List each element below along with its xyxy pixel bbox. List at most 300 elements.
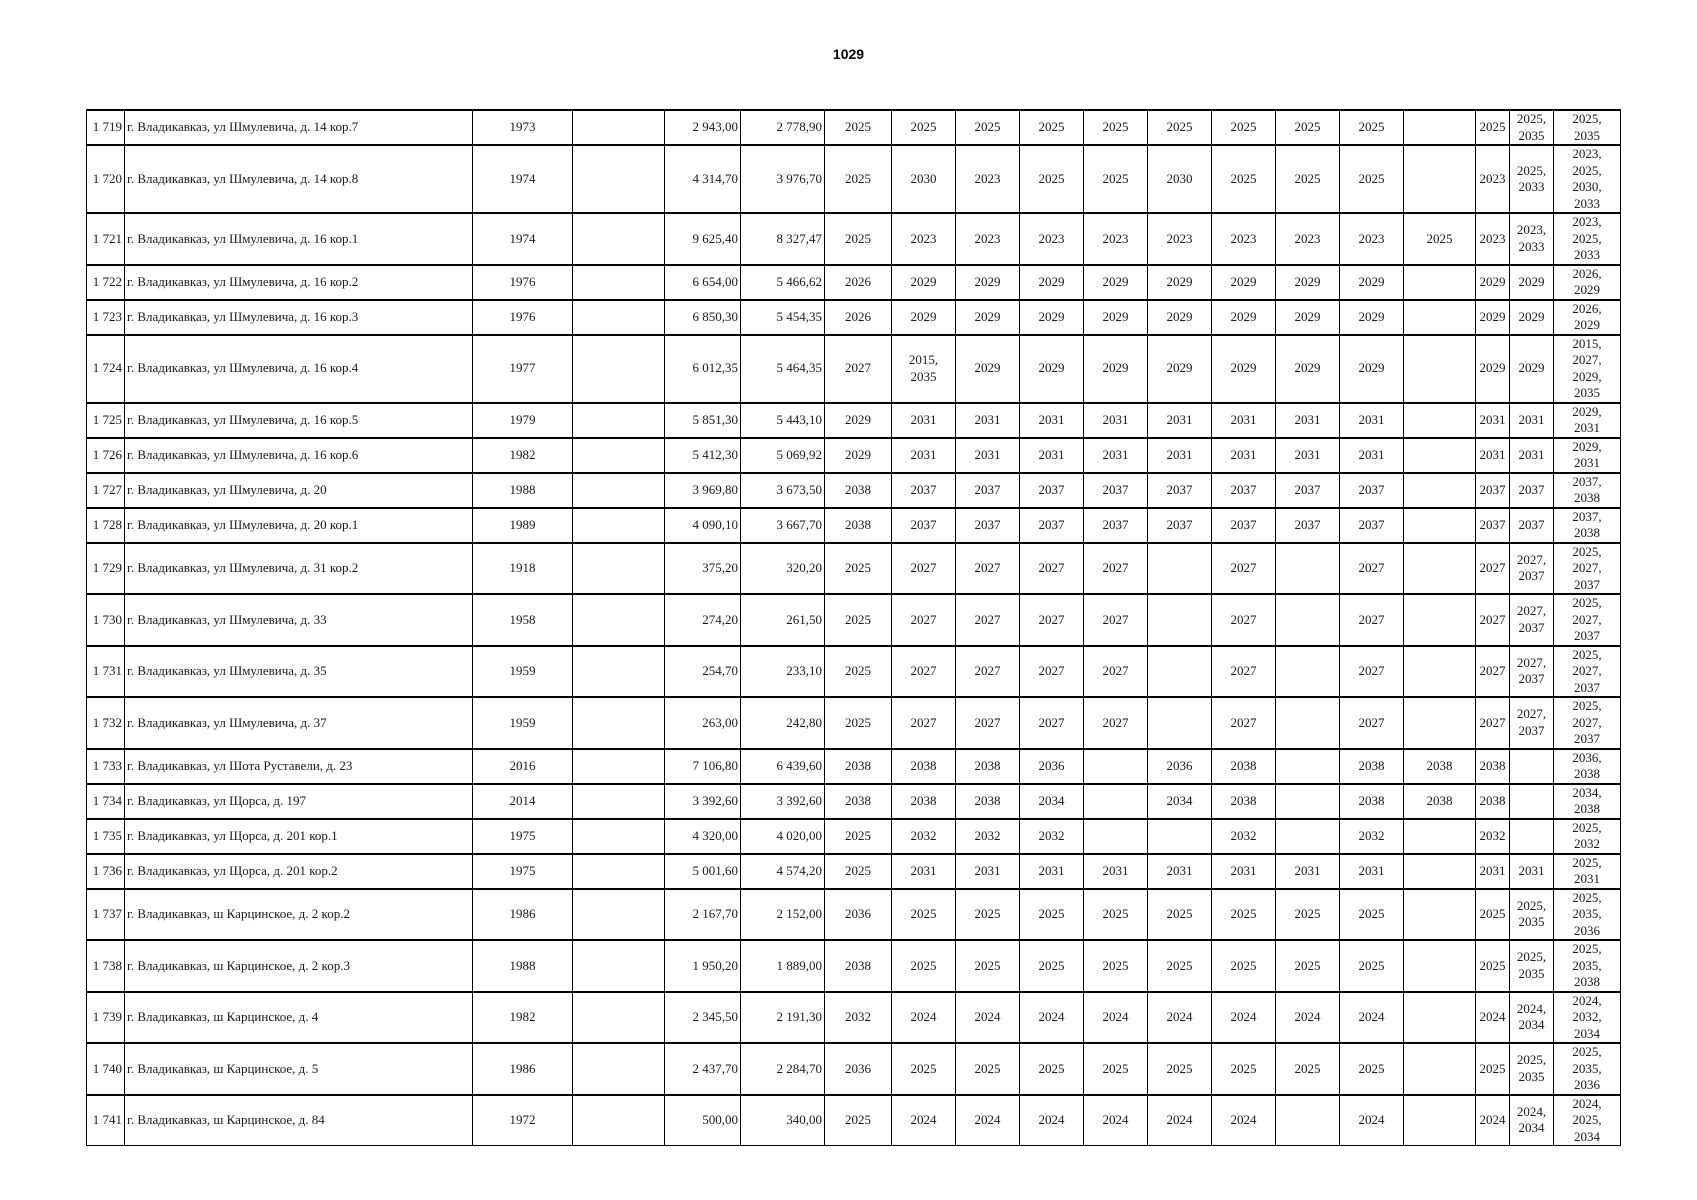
repair-year-cell: 2029 <box>1212 265 1276 300</box>
total-area-cell: 2 437,70 <box>665 1043 741 1095</box>
repair-year-cell: 2025 <box>1212 940 1276 992</box>
row-number-cell: 1 720 <box>87 145 125 213</box>
repair-year-cell: 2025 <box>825 854 892 889</box>
row-number-cell: 1 719 <box>87 110 125 145</box>
row-number-cell: 1 740 <box>87 1043 125 1095</box>
summary-years-cell: 2037, 2038 <box>1554 473 1621 508</box>
address-cell: г. Владикавказ, ул Щорса, д. 197 <box>125 784 473 819</box>
repair-year-cell: 2031 <box>1476 854 1510 889</box>
repair-year-cell: 2032 <box>1212 819 1276 854</box>
total-area-cell: 274,20 <box>665 594 741 646</box>
repair-year-cell: 2024 <box>1020 1095 1084 1146</box>
empty-column-cell <box>573 646 665 698</box>
table-row <box>87 594 1621 646</box>
repair-year-cell: 2027 <box>1020 697 1084 749</box>
repair-year-cell: 2037 <box>1510 473 1554 508</box>
repair-year-cell: 2024 <box>1148 1095 1212 1146</box>
total-area-cell: 4 314,70 <box>665 145 741 213</box>
repair-year-cell <box>1510 749 1554 784</box>
address-cell: г. Владикавказ, ул Шота Руставели, д. 23 <box>125 749 473 784</box>
repair-year-cell: 2024 <box>1340 992 1404 1044</box>
repair-year-cell: 2025 <box>825 819 892 854</box>
address-cell: г. Владикавказ, ш Карцинское, д. 2 кор.3 <box>125 940 473 992</box>
repair-year-cell <box>1276 1095 1340 1146</box>
repair-year-cell: 2025 <box>892 1043 956 1095</box>
table-row <box>87 940 1621 992</box>
repair-year-cell: 2032 <box>1476 819 1510 854</box>
address-cell: г. Владикавказ, ш Карцинское, д. 5 <box>125 1043 473 1095</box>
repair-year-cell: 2025 <box>1340 1043 1404 1095</box>
repair-year-cell: 2027 <box>1020 594 1084 646</box>
repair-year-cell: 2029 <box>892 265 956 300</box>
repair-year-cell: 2037 <box>1276 473 1340 508</box>
row-number-cell: 1 721 <box>87 213 125 265</box>
repair-year-cell: 2029 <box>1212 300 1276 335</box>
repair-year-cell <box>1404 403 1476 438</box>
repair-year-cell: 2037 <box>956 473 1020 508</box>
address-cell: г. Владикавказ, ул Шмулевича, д. 31 кор.2 <box>125 543 473 595</box>
repair-year-cell <box>1404 145 1476 213</box>
repair-year-cell: 2025 <box>892 940 956 992</box>
repair-year-cell: 2031 <box>1212 854 1276 889</box>
repair-year-cell: 2029 <box>1020 300 1084 335</box>
repair-year-cell: 2027 <box>1476 646 1510 698</box>
table-row <box>87 213 1621 265</box>
repair-year-cell: 2025 <box>1084 889 1148 941</box>
repair-year-cell: 2029 <box>956 300 1020 335</box>
repair-year-cell: 2024 <box>1020 992 1084 1044</box>
repair-year-cell: 2027 <box>825 335 892 403</box>
repair-year-cell: 2031 <box>956 403 1020 438</box>
repair-year-cell: 2026 <box>825 265 892 300</box>
summary-years-cell: 2029, 2031 <box>1554 438 1621 473</box>
repair-year-cell: 2038 <box>825 749 892 784</box>
repair-year-cell: 2031 <box>1476 403 1510 438</box>
repair-year-cell: 2025 <box>1212 1043 1276 1095</box>
repair-year-cell: 2038 <box>1212 784 1276 819</box>
repair-year-cell: 2025 <box>1212 145 1276 213</box>
row-number-cell: 1 728 <box>87 508 125 543</box>
table-row <box>87 784 1621 819</box>
repair-year-cell: 2037 <box>1084 508 1148 543</box>
repair-year-cell: 2038 <box>1340 749 1404 784</box>
repair-year-cell: 2025 <box>892 889 956 941</box>
repair-year-cell: 2030 <box>892 145 956 213</box>
repair-year-cell: 2038 <box>1476 784 1510 819</box>
summary-years-cell: 2023, 2025, 2033 <box>1554 213 1621 265</box>
repair-year-cell: 2027 <box>1020 543 1084 595</box>
repair-year-cell <box>1084 749 1148 784</box>
total-area-cell: 9 625,40 <box>665 213 741 265</box>
repair-year-cell <box>1276 646 1340 698</box>
residential-area-cell: 2 778,90 <box>741 110 825 145</box>
repair-year-cell: 2031 <box>892 403 956 438</box>
repair-year-cell: 2027 <box>1340 594 1404 646</box>
repair-year-cell: 2027 <box>1020 646 1084 698</box>
repair-year-cell: 2025 <box>1020 940 1084 992</box>
repair-year-cell: 2025 <box>825 543 892 595</box>
repair-year-cell: 2024 <box>1476 1095 1510 1146</box>
address-cell: г. Владикавказ, ш Карцинское, д. 2 кор.2 <box>125 889 473 941</box>
year-built-cell: 2016 <box>473 749 573 784</box>
repair-year-cell <box>1084 819 1148 854</box>
repair-year-cell: 2037 <box>1340 508 1404 543</box>
repair-year-cell: 2025 <box>1148 1043 1212 1095</box>
repair-year-cell: 2031 <box>1148 438 1212 473</box>
repair-year-cell <box>1276 819 1340 854</box>
repair-year-cell: 2025 <box>825 110 892 145</box>
row-number-cell: 1 731 <box>87 646 125 698</box>
repair-year-cell: 2031 <box>956 438 1020 473</box>
table-row <box>87 1095 1621 1146</box>
total-area-cell: 2 167,70 <box>665 889 741 941</box>
summary-years-cell: 2036, 2038 <box>1554 749 1621 784</box>
repair-year-cell: 2031 <box>1084 854 1148 889</box>
repair-year-cell: 2032 <box>825 992 892 1044</box>
table-row <box>87 265 1621 300</box>
residential-area-cell: 6 439,60 <box>741 749 825 784</box>
address-cell: г. Владикавказ, ул Щорса, д. 201 кор.1 <box>125 819 473 854</box>
repair-year-cell: 2038 <box>1404 784 1476 819</box>
repair-year-cell: 2037 <box>892 508 956 543</box>
row-number-cell: 1 730 <box>87 594 125 646</box>
year-built-cell: 1986 <box>473 1043 573 1095</box>
repair-year-cell: 2029 <box>1148 300 1212 335</box>
summary-years-cell: 2025, 2031 <box>1554 854 1621 889</box>
repair-year-cell: 2025 <box>956 1043 1020 1095</box>
repair-year-cell <box>1276 784 1340 819</box>
residential-area-cell: 3 667,70 <box>741 508 825 543</box>
year-built-cell: 1974 <box>473 213 573 265</box>
repair-year-cell: 2025 <box>825 145 892 213</box>
repair-year-cell: 2027 <box>1476 543 1510 595</box>
repair-year-cell: 2023, 2033 <box>1510 213 1554 265</box>
repair-year-cell: 2027, 2037 <box>1510 646 1554 698</box>
repair-year-cell: 2025 <box>1084 940 1148 992</box>
empty-column-cell <box>573 110 665 145</box>
repair-year-cell: 2027 <box>956 594 1020 646</box>
address-cell: г. Владикавказ, ул Шмулевича, д. 20 <box>125 473 473 508</box>
table-row <box>87 646 1621 698</box>
summary-years-cell: 2025, 2027, 2037 <box>1554 697 1621 749</box>
repair-year-cell: 2029 <box>1340 300 1404 335</box>
year-built-cell: 1988 <box>473 473 573 508</box>
repair-year-cell: 2025, 2035 <box>1510 940 1554 992</box>
table-row <box>87 889 1621 941</box>
residential-area-cell: 261,50 <box>741 594 825 646</box>
repair-year-cell: 2027 <box>1476 697 1510 749</box>
year-built-cell: 1959 <box>473 697 573 749</box>
residential-area-cell: 3 976,70 <box>741 145 825 213</box>
repair-year-cell: 2027, 2037 <box>1510 594 1554 646</box>
repair-year-cell: 2025 <box>1148 889 1212 941</box>
address-cell: г. Владикавказ, ул Шмулевича, д. 16 кор.1 <box>125 213 473 265</box>
summary-years-cell: 2034, 2038 <box>1554 784 1621 819</box>
repair-year-cell: 2031 <box>1340 854 1404 889</box>
address-cell: г. Владикавказ, ул Шмулевича, д. 35 <box>125 646 473 698</box>
repair-year-cell <box>1148 646 1212 698</box>
repair-year-cell: 2037 <box>1212 508 1276 543</box>
repair-year-cell: 2023 <box>956 213 1020 265</box>
repair-year-cell: 2029 <box>1212 335 1276 403</box>
repair-year-cell: 2031 <box>1340 438 1404 473</box>
repair-year-cell: 2025 <box>1020 145 1084 213</box>
empty-column-cell <box>573 940 665 992</box>
repair-year-cell: 2027 <box>1212 594 1276 646</box>
repair-year-cell: 2025 <box>892 110 956 145</box>
repair-year-cell: 2029 <box>1276 265 1340 300</box>
repair-year-cell: 2029 <box>1084 335 1148 403</box>
summary-years-cell: 2023, 2025, 2030, 2033 <box>1554 145 1621 213</box>
repair-year-cell: 2036 <box>825 889 892 941</box>
repair-year-cell: 2031 <box>892 438 956 473</box>
repair-year-cell: 2029 <box>1020 265 1084 300</box>
repair-year-cell: 2027, 2037 <box>1510 543 1554 595</box>
repair-year-cell: 2025 <box>1084 145 1148 213</box>
year-built-cell: 1975 <box>473 854 573 889</box>
address-cell: г. Владикавказ, ул Шмулевича, д. 14 кор.7 <box>125 110 473 145</box>
summary-years-cell: 2025, 2035, 2038 <box>1554 940 1621 992</box>
repair-year-cell: 2038 <box>1340 784 1404 819</box>
total-area-cell: 375,20 <box>665 543 741 595</box>
repair-year-cell: 2031 <box>1276 854 1340 889</box>
repair-year-cell <box>1404 594 1476 646</box>
summary-years-cell: 2026, 2029 <box>1554 265 1621 300</box>
total-area-cell: 5 851,30 <box>665 403 741 438</box>
table-row <box>87 300 1621 335</box>
address-cell: г. Владикавказ, ул Шмулевича, д. 33 <box>125 594 473 646</box>
repair-year-cell: 2031 <box>1276 403 1340 438</box>
total-area-cell: 3 392,60 <box>665 784 741 819</box>
repair-year-cell: 2024 <box>1084 1095 1148 1146</box>
repair-year-cell: 2032 <box>956 819 1020 854</box>
repair-year-cell <box>1084 784 1148 819</box>
repair-year-cell: 2023 <box>1340 213 1404 265</box>
residential-area-cell: 3 392,60 <box>741 784 825 819</box>
table-row <box>87 473 1621 508</box>
repair-year-cell: 2034 <box>1148 784 1212 819</box>
residential-area-cell: 233,10 <box>741 646 825 698</box>
repair-year-cell: 2027 <box>1340 543 1404 595</box>
empty-column-cell <box>573 300 665 335</box>
repair-year-cell: 2036 <box>825 1043 892 1095</box>
repair-year-cell: 2029 <box>1510 265 1554 300</box>
year-built-cell: 1976 <box>473 300 573 335</box>
repair-year-cell: 2031 <box>1276 438 1340 473</box>
year-built-cell: 1988 <box>473 940 573 992</box>
row-number-cell: 1 736 <box>87 854 125 889</box>
repair-year-cell: 2038 <box>892 784 956 819</box>
repair-year-cell: 2025 <box>1020 1043 1084 1095</box>
repair-year-cell <box>1404 508 1476 543</box>
repair-year-cell: 2026 <box>825 300 892 335</box>
repair-year-cell <box>1404 438 1476 473</box>
summary-years-cell: 2025, 2032 <box>1554 819 1621 854</box>
repair-year-cell: 2027 <box>1212 646 1276 698</box>
address-cell: г. Владикавказ, ул Шмулевича, д. 16 кор.2 <box>125 265 473 300</box>
page-number: 1029 <box>832 46 865 62</box>
repair-year-cell: 2027 <box>956 543 1020 595</box>
summary-years-cell: 2025, 2027, 2037 <box>1554 646 1621 698</box>
total-area-cell: 5 412,30 <box>665 438 741 473</box>
repair-year-cell: 2029 <box>1084 300 1148 335</box>
repair-year-cell: 2027 <box>892 543 956 595</box>
summary-years-cell: 2025, 2027, 2037 <box>1554 543 1621 595</box>
repair-year-cell <box>1148 543 1212 595</box>
repair-year-cell <box>1148 594 1212 646</box>
year-built-cell: 1974 <box>473 145 573 213</box>
repair-year-cell: 2031 <box>956 854 1020 889</box>
repair-year-cell: 2027 <box>892 697 956 749</box>
table-row <box>87 819 1621 854</box>
repair-year-cell: 2025 <box>1476 889 1510 941</box>
residential-area-cell: 242,80 <box>741 697 825 749</box>
repair-year-cell: 2031 <box>1212 403 1276 438</box>
repair-year-cell: 2029 <box>1340 265 1404 300</box>
repair-year-cell: 2027 <box>1084 594 1148 646</box>
repair-year-cell <box>1404 335 1476 403</box>
repair-year-cell <box>1148 819 1212 854</box>
residential-area-cell: 2 284,70 <box>741 1043 825 1095</box>
repair-year-cell: 2032 <box>1020 819 1084 854</box>
repair-year-cell: 2029 <box>1510 300 1554 335</box>
empty-column-cell <box>573 819 665 854</box>
repair-year-cell: 2025 <box>1212 110 1276 145</box>
repair-year-cell <box>1148 697 1212 749</box>
row-number-cell: 1 741 <box>87 1095 125 1146</box>
address-cell: г. Владикавказ, ш Карцинское, д. 4 <box>125 992 473 1044</box>
empty-column-cell <box>573 594 665 646</box>
year-built-cell: 1982 <box>473 438 573 473</box>
repair-year-cell <box>1276 697 1340 749</box>
repair-year-cell: 2037 <box>1476 508 1510 543</box>
residential-area-cell: 5 466,62 <box>741 265 825 300</box>
total-area-cell: 6 654,00 <box>665 265 741 300</box>
repair-year-cell: 2032 <box>1340 819 1404 854</box>
repair-year-cell: 2025 <box>1084 1043 1148 1095</box>
repair-year-cell: 2023 <box>1476 213 1510 265</box>
total-area-cell: 4 090,10 <box>665 508 741 543</box>
repair-year-cell: 2025 <box>1340 940 1404 992</box>
repair-year-cell: 2031 <box>892 854 956 889</box>
repair-year-cell: 2024 <box>892 1095 956 1146</box>
residential-area-cell: 1 889,00 <box>741 940 825 992</box>
repair-year-cell: 2029 <box>956 265 1020 300</box>
year-built-cell: 1977 <box>473 335 573 403</box>
repair-year-cell <box>1404 1095 1476 1146</box>
table-row <box>87 697 1621 749</box>
repair-year-cell: 2024 <box>1476 992 1510 1044</box>
empty-column-cell <box>573 543 665 595</box>
repair-year-cell: 2029 <box>1340 335 1404 403</box>
empty-column-cell <box>573 889 665 941</box>
total-area-cell: 1 950,20 <box>665 940 741 992</box>
repair-year-cell: 2027 <box>1212 543 1276 595</box>
residential-area-cell: 5 464,35 <box>741 335 825 403</box>
empty-column-cell <box>573 438 665 473</box>
repair-year-cell: 2023 <box>956 145 1020 213</box>
repair-year-cell: 2025 <box>1404 213 1476 265</box>
repair-year-cell: 2025 <box>1276 889 1340 941</box>
empty-column-cell <box>573 473 665 508</box>
table-row <box>87 145 1621 213</box>
repair-year-cell: 2025 <box>956 110 1020 145</box>
year-built-cell: 1976 <box>473 265 573 300</box>
repair-year-cell <box>1404 889 1476 941</box>
repair-year-cell: 2025, 2033 <box>1510 145 1554 213</box>
housing-register-table <box>86 109 1621 1146</box>
summary-years-cell: 2026, 2029 <box>1554 300 1621 335</box>
repair-year-cell: 2037 <box>1276 508 1340 543</box>
row-number-cell: 1 738 <box>87 940 125 992</box>
residential-area-cell: 5 069,92 <box>741 438 825 473</box>
year-built-cell: 1982 <box>473 992 573 1044</box>
address-cell: г. Владикавказ, ул Шмулевича, д. 16 кор.4 <box>125 335 473 403</box>
total-area-cell: 7 106,80 <box>665 749 741 784</box>
repair-year-cell: 2037 <box>1476 473 1510 508</box>
repair-year-cell: 2034 <box>1020 784 1084 819</box>
empty-column-cell <box>573 265 665 300</box>
repair-year-cell <box>1404 110 1476 145</box>
repair-year-cell: 2023 <box>1020 213 1084 265</box>
residential-area-cell: 4 574,20 <box>741 854 825 889</box>
year-built-cell: 2014 <box>473 784 573 819</box>
repair-year-cell: 2038 <box>956 749 1020 784</box>
repair-year-cell: 2036 <box>1020 749 1084 784</box>
row-number-cell: 1 729 <box>87 543 125 595</box>
address-cell: г. Владикавказ, ул Шмулевича, д. 14 кор.8 <box>125 145 473 213</box>
repair-year-cell: 2038 <box>1212 749 1276 784</box>
repair-year-cell: 2023 <box>1212 213 1276 265</box>
repair-year-cell: 2038 <box>825 940 892 992</box>
repair-year-cell: 2025 <box>825 1095 892 1146</box>
address-cell: г. Владикавказ, ул Шмулевича, д. 37 <box>125 697 473 749</box>
repair-year-cell: 2027 <box>1084 697 1148 749</box>
address-cell: г. Владикавказ, ул Шмулевича, д. 16 кор.3 <box>125 300 473 335</box>
repair-year-cell: 2024 <box>1276 992 1340 1044</box>
row-number-cell: 1 727 <box>87 473 125 508</box>
repair-year-cell: 2023 <box>1476 145 1510 213</box>
repair-year-cell: 2025 <box>956 940 1020 992</box>
repair-year-cell <box>1404 1043 1476 1095</box>
summary-years-cell: 2025, 2035, 2036 <box>1554 889 1621 941</box>
row-number-cell: 1 734 <box>87 784 125 819</box>
repair-year-cell: 2029 <box>1276 300 1340 335</box>
summary-years-cell: 2015, 2027, 2029, 2035 <box>1554 335 1621 403</box>
repair-year-cell: 2023 <box>1148 213 1212 265</box>
summary-years-cell: 2025, 2027, 2037 <box>1554 594 1621 646</box>
repair-year-cell: 2032 <box>892 819 956 854</box>
repair-year-cell: 2027 <box>1340 646 1404 698</box>
empty-column-cell <box>573 992 665 1044</box>
repair-year-cell: 2025 <box>1476 1043 1510 1095</box>
table-row <box>87 854 1621 889</box>
table-row <box>87 335 1621 403</box>
total-area-cell: 5 001,60 <box>665 854 741 889</box>
repair-year-cell <box>1404 854 1476 889</box>
total-area-cell: 263,00 <box>665 697 741 749</box>
repair-year-cell: 2025, 2035 <box>1510 1043 1554 1095</box>
total-area-cell: 3 969,80 <box>665 473 741 508</box>
table-row <box>87 110 1621 145</box>
repair-year-cell: 2031 <box>1148 403 1212 438</box>
repair-year-cell: 2031 <box>1020 403 1084 438</box>
repair-year-cell: 2027 <box>892 646 956 698</box>
table-row <box>87 438 1621 473</box>
table-row <box>87 403 1621 438</box>
row-number-cell: 1 723 <box>87 300 125 335</box>
repair-year-cell: 2029 <box>1276 335 1340 403</box>
